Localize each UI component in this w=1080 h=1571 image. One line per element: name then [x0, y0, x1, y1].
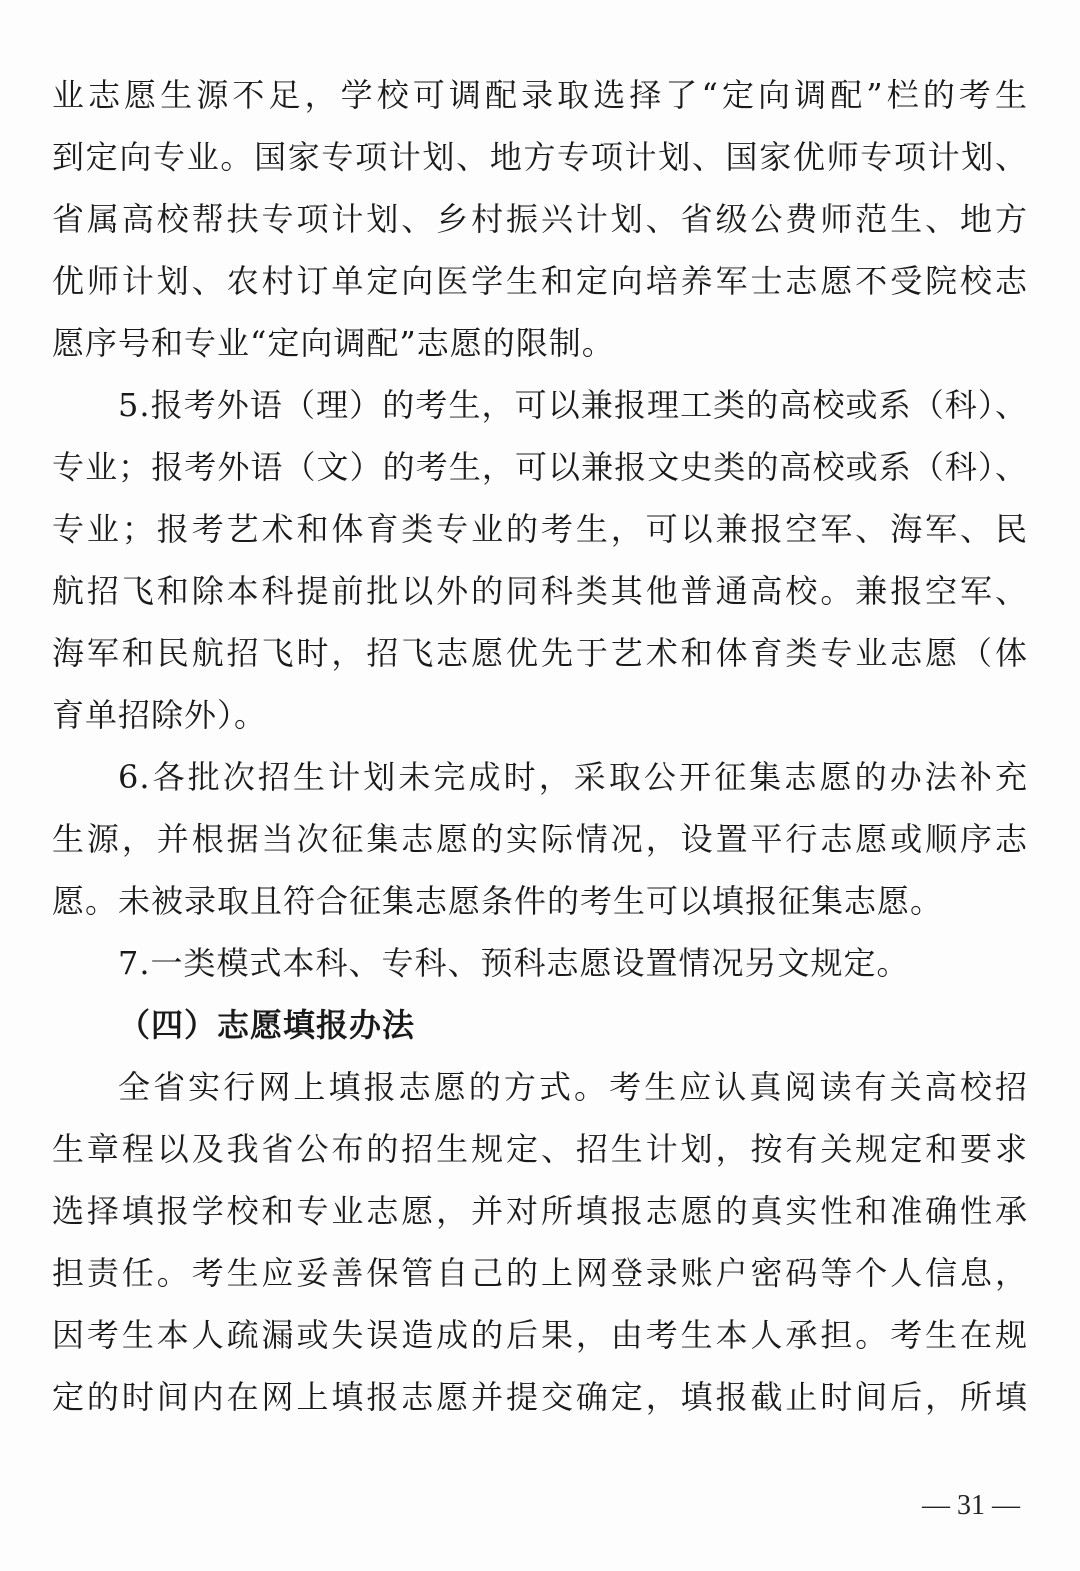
text-line: 优师计划、农村订单定向医学生和定向培养军士志愿不受院校志 — [52, 262, 1028, 300]
text-line: 省属高校帮扶专项计划、乡村振兴计划、省级公费师范生、地方 — [52, 200, 1028, 238]
text-line: 全省实行网上填报志愿的方式。考生应认真阅读有关高校招 — [118, 1068, 1028, 1106]
text-line: 专业；报考艺术和体育类专业的考生，可以兼报空军、海军、民 — [52, 510, 1028, 548]
text-line: 因考生本人疏漏或失误造成的后果，由考生本人承担。考生在规 — [52, 1316, 1028, 1354]
text-line: 海军和民航招飞时，招飞志愿优先于艺术和体育类专业志愿（体 — [52, 634, 1028, 672]
text-line: 6.各批次招生计划未完成时，采取公开征集志愿的办法补充 — [118, 758, 1028, 796]
text-line: 专业；报考外语（文）的考生，可以兼报文史类的高校或系（科）、 — [52, 448, 1028, 486]
text-line: 业志愿生源不足，学校可调配录取选择了“定向调配”栏的考生 — [52, 76, 1028, 114]
text-line: 生章程以及我省公布的招生规定、招生计划，按有关规定和要求 — [52, 1130, 1028, 1168]
text-line: 7.一类模式本科、专科、预科志愿设置情况另文规定。 — [118, 944, 910, 982]
text-line: 5.报考外语（理）的考生，可以兼报理工类的高校或系（科）、 — [118, 386, 1028, 424]
text-line: 到定向专业。国家专项计划、地方专项计划、国家优师专项计划、 — [52, 138, 1028, 176]
text-line: 愿。未被录取且符合征集志愿条件的考生可以填报征集志愿。 — [52, 882, 944, 920]
text-line: 担责任。考生应妥善保管自己的上网登录账户密码等个人信息， — [52, 1254, 1028, 1292]
page-number: — 31 — — [922, 1490, 1020, 1521]
text-line: 育单招除外）。 — [52, 696, 268, 734]
text-line: 愿序号和专业“定向调配”志愿的限制。 — [52, 324, 615, 362]
text-line: 定的时间内在网上填报志愿并提交确定，填报截止时间后，所填 — [52, 1378, 1028, 1416]
text-line: 生源，并根据当次征集志愿的实际情况，设置平行志愿或顺序志 — [52, 820, 1028, 858]
text-line: 选择填报学校和专业志愿，并对所填报志愿的真实性和准确性承 — [52, 1192, 1028, 1230]
body-text — [52, 64, 1028, 1428]
text-line: 航招飞和除本科提前批以外的同科类其他普通高校。兼报空军、 — [52, 572, 1028, 610]
section-heading: （四）志愿填报办法 — [118, 1006, 416, 1044]
